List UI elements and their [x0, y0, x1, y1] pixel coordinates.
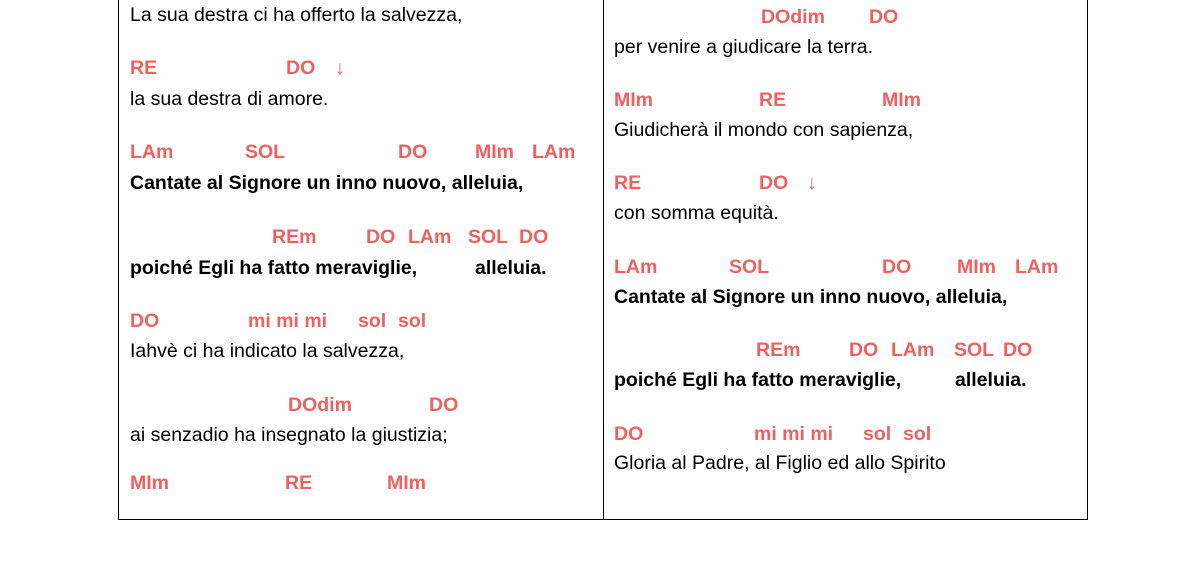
chord: SOL: [468, 226, 509, 248]
chord: DO: [398, 141, 428, 163]
lyric-line: Iahvè ci ha indicato la salvezza,: [130, 340, 405, 362]
chord-line: [614, 6, 899, 32]
arrow-down-icon: ↓: [335, 57, 345, 79]
chord: mi mi mi: [754, 423, 834, 445]
chord: sol: [903, 423, 932, 445]
chord: REm: [756, 339, 801, 361]
chord: LAm: [532, 141, 576, 163]
chord: MIm: [614, 89, 653, 111]
chord: DO: [366, 226, 396, 248]
chord: MIm: [882, 89, 921, 111]
chord: DO: [519, 226, 549, 248]
chord: MIm: [387, 472, 426, 494]
arrow-down-icon: ↓: [807, 172, 817, 194]
chord: DO: [882, 256, 912, 278]
chord: mi mi mi: [248, 310, 328, 332]
chord-line: [614, 423, 932, 449]
refrain-line: [614, 369, 1027, 395]
chord: LAm: [891, 339, 935, 361]
chord-line: [614, 172, 817, 198]
chord: MIm: [957, 256, 996, 278]
chord: RE: [285, 472, 313, 494]
chord: DO: [130, 310, 160, 332]
chord-line: [614, 339, 1033, 365]
chord: sol: [358, 310, 387, 332]
lyric-segment: poiché Egli ha fatto meraviglie,: [614, 369, 902, 391]
chord: MIm: [130, 472, 169, 494]
chord: LAm: [614, 256, 658, 278]
chord: DO: [869, 6, 899, 28]
lyric-line: Gloria al Padre, al Figlio ed allo Spirito: [614, 452, 946, 474]
lyric-segment: alleluia.: [955, 369, 1027, 391]
chord: DO: [286, 57, 316, 79]
chord: LAm: [130, 141, 174, 163]
lyric-line: Giudicherà il mondo con sapienza,: [614, 119, 914, 141]
chord: RE: [130, 57, 158, 79]
chord: SOL: [245, 141, 286, 163]
chord: DO: [614, 423, 644, 445]
lyric-segment: alleluia.: [475, 257, 547, 279]
chord: RE: [759, 89, 787, 111]
chord-line: [130, 310, 427, 336]
column-divider: [603, 0, 604, 520]
lyric-line: La sua destra ci ha offerto la salvezza,: [130, 4, 463, 26]
lyric-line: ai senzadio ha insegnato la giustizia;: [130, 424, 448, 446]
chord: sol: [398, 310, 427, 332]
chord: DO: [1003, 339, 1033, 361]
chord: DO: [429, 394, 459, 416]
chord: DO: [849, 339, 879, 361]
chord-line: [614, 256, 1059, 282]
chord: MIm: [475, 141, 514, 163]
chord-line: [130, 226, 549, 252]
chord: LAm: [408, 226, 452, 248]
lyric-line: con somma equità.: [614, 202, 779, 224]
chord: SOL: [954, 339, 995, 361]
refrain-line: Cantate al Signore un inno nuovo, alleluia,: [130, 172, 524, 194]
chord-line: [614, 89, 921, 115]
chord-line: [130, 57, 345, 83]
chord: RE: [614, 172, 642, 194]
chord: DO: [759, 172, 789, 194]
chord: REm: [272, 226, 317, 248]
chord-line: [130, 472, 426, 498]
lyric-line: la sua destra di amore.: [130, 88, 329, 110]
refrain-line: [130, 257, 547, 283]
chord: SOL: [729, 256, 770, 278]
chord-line: [130, 141, 576, 167]
chord: LAm: [1015, 256, 1059, 278]
lyric-segment: poiché Egli ha fatto meraviglie,: [130, 257, 418, 279]
chord: DOdim: [288, 394, 352, 416]
chord: sol: [863, 423, 892, 445]
refrain-line: Cantate al Signore un inno nuovo, alleluia,: [614, 286, 1008, 308]
chord-line: [130, 394, 459, 420]
lyric-line: per venire a giudicare la terra.: [614, 36, 874, 58]
chord: DOdim: [761, 6, 825, 28]
